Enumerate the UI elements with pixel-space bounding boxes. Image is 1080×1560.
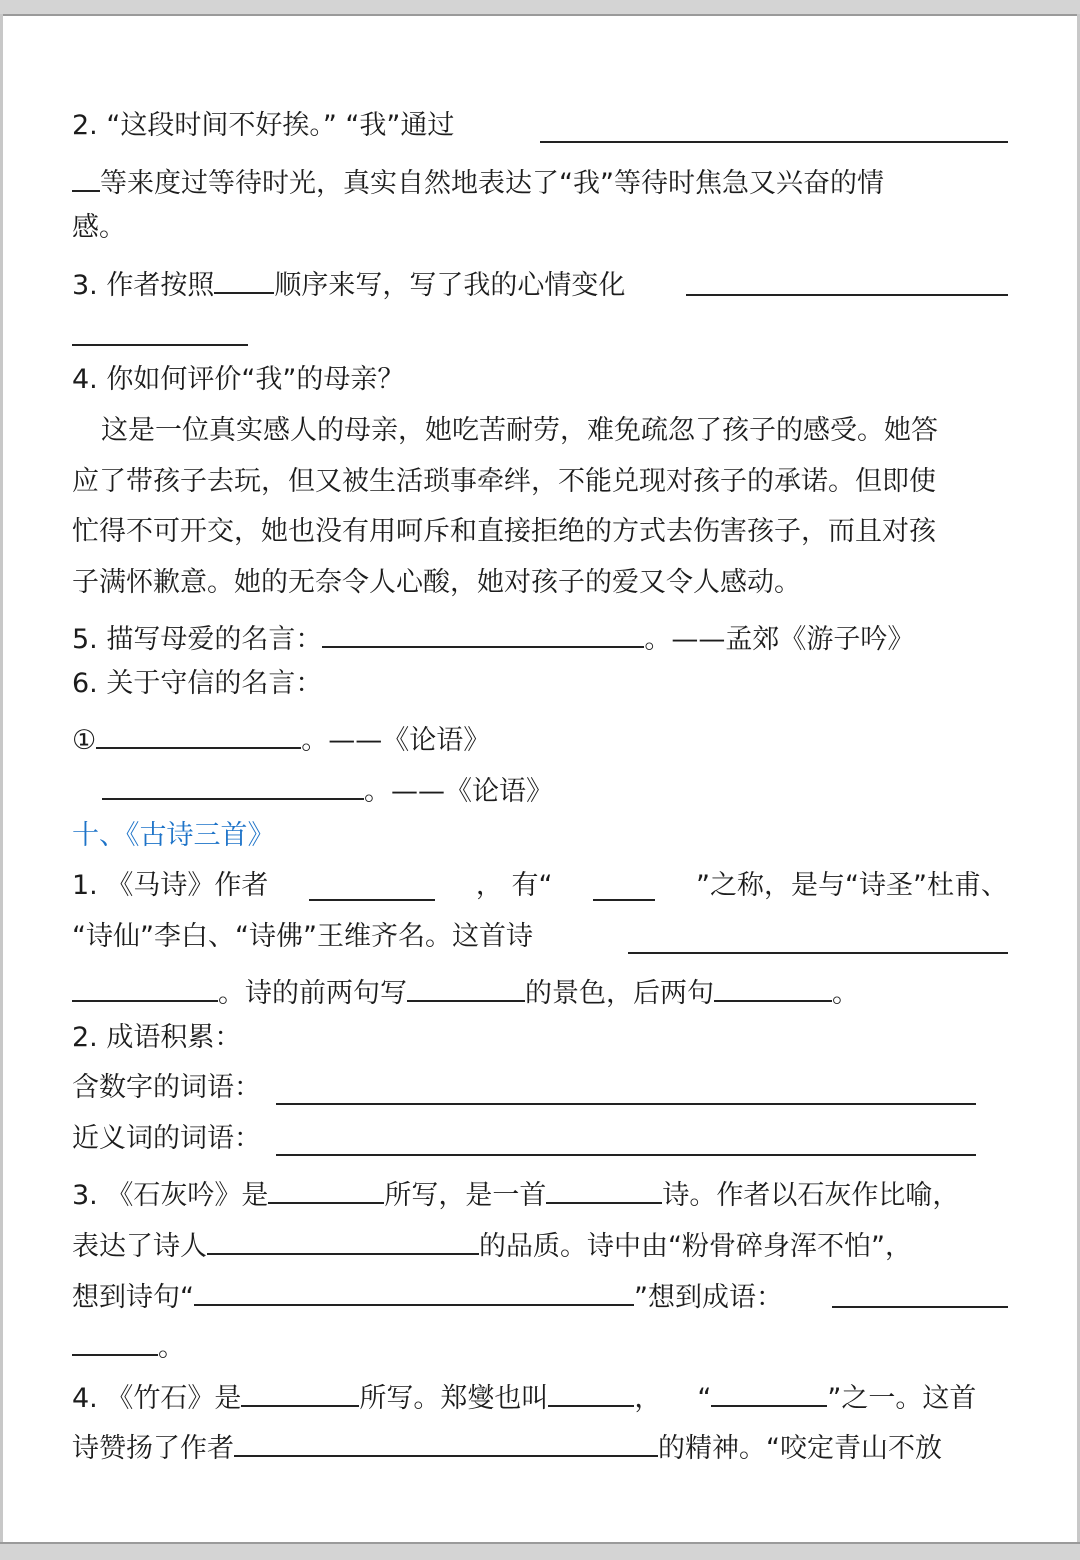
poem4-blank-spirit[interactable] [234, 1417, 658, 1457]
left-page-edge [0, 14, 3, 1542]
poem4-line-1: 4. 《竹石》是 所写。郑燮也叫 ， “ ”之一。这首 [72, 1367, 1008, 1417]
q3-blank-mood-cont[interactable] [72, 344, 248, 346]
top-frame-line [0, 14, 1080, 16]
q4-answer-line-1: 这是一位真实感人的母亲，她吃苦耐劳，难免疏忽了孩子的感受。她答 [101, 415, 938, 446]
q5-line: 5. 描写母爱的名言： 。——孟郊《游子吟》 [72, 608, 1008, 658]
poem1-line-3: 。诗的前两句写 的景色，后两句 。 [72, 962, 1008, 1012]
poem4-line-2: 诗赞扬了作者 的精神。“咬定青山不放 [72, 1417, 1008, 1467]
poem1-line-2: “诗仙”李白、“诗佛”王维齐名。这首诗 [72, 912, 1008, 962]
q6-line-2: 。——《论语》 [102, 760, 1008, 810]
poem3-line-3: 想到诗句“ ”想到成语： [72, 1266, 1008, 1316]
q3-blank-order[interactable] [214, 254, 274, 294]
q2-line-3: 感。 [72, 212, 126, 243]
poem1-blank-scene[interactable] [407, 962, 525, 1002]
q2-line-2: 等来度过等待时光，真实自然地表达了“我”等待时焦急又兴奋的情 [72, 152, 1008, 202]
poem1-blank-author[interactable] [309, 861, 435, 901]
poem3-line-4: 。 [72, 1316, 1008, 1366]
section-title: 十、《古诗三首》 [72, 820, 275, 851]
poem4-blank-group[interactable] [711, 1367, 827, 1407]
q6-title: 6. 关于守信的名言： [72, 668, 323, 699]
top-scan-border [0, 0, 1080, 14]
q2-line-1 [72, 101, 1008, 151]
q3-line-2 [72, 304, 1008, 354]
q6-blank-2[interactable] [102, 760, 364, 800]
q4-answer-line-4: 子满怀歉意。她的无奈令人心酸，她对孩子的爱又令人感动。 [72, 567, 801, 598]
poem3-blank-idiom[interactable] [832, 1306, 1008, 1308]
poem2-line-synonyms: 近义词的词语： [72, 1114, 1008, 1164]
q6-blank-1[interactable] [96, 709, 301, 749]
poem3-blank-verse[interactable] [194, 1266, 634, 1306]
poem3-blank-idiom-cont[interactable] [72, 1316, 158, 1356]
q2-blank-1[interactable] [540, 141, 1008, 143]
q3-line-1: 3. 作者按照 顺序来写，写了我的心情变化 [72, 254, 1008, 304]
q5-blank[interactable] [322, 608, 644, 648]
poem4-blank-alias[interactable] [548, 1367, 634, 1407]
poem1-blank-title[interactable] [593, 861, 655, 901]
poem3-line-1: 3. 《石灰吟》是 所写，是一首 诗。作者以石灰作比喻， [72, 1164, 1008, 1214]
q4-title: 4. 你如何评价“我”的母亲？ [72, 364, 405, 395]
poem2-line-numbers: 含数字的词语： [72, 1063, 1008, 1113]
poem2-blank-numbers[interactable] [276, 1103, 976, 1105]
q4-answer-line-2: 应了带孩子去玩，但又被生活琐事牵绊，不能兑现对孩子的承诺。但即使 [72, 466, 936, 497]
poem2-title: 2. 成语积累： [72, 1022, 242, 1053]
poem4-blank-author[interactable] [241, 1367, 359, 1407]
poem2-blank-synonyms[interactable] [276, 1154, 976, 1156]
poem3-blank-genre[interactable] [546, 1164, 662, 1204]
poem1-line-1: 1. 《马诗》作者 ， 有“ ”之称，是与“诗圣”杜甫、 [72, 861, 1008, 911]
poem3-blank-quality[interactable] [207, 1215, 479, 1255]
q4-answer-line-3: 忙得不可开交，她也没有用呵斥和直接拒绝的方式去伤害孩子，而且对孩 [72, 516, 936, 547]
bottom-scan-border [0, 1544, 1080, 1560]
poem1-blank-latter[interactable] [714, 962, 832, 1002]
q3-blank-mood[interactable] [686, 294, 1008, 296]
q2-text: 2. “这段时间不好挨。” “我”通过 [72, 110, 455, 141]
poem1-blank-theme[interactable] [628, 952, 1008, 954]
poem3-line-2: 表达了诗人 的品质。诗中由“粉骨碎身浑不怕”， [72, 1215, 1008, 1265]
poem1-blank-theme-cont[interactable] [72, 962, 218, 1002]
poem3-blank-author[interactable] [268, 1164, 384, 1204]
q6-line-1: ① 。——《论语》 [72, 709, 1008, 759]
q2-blank-2[interactable] [72, 152, 100, 192]
